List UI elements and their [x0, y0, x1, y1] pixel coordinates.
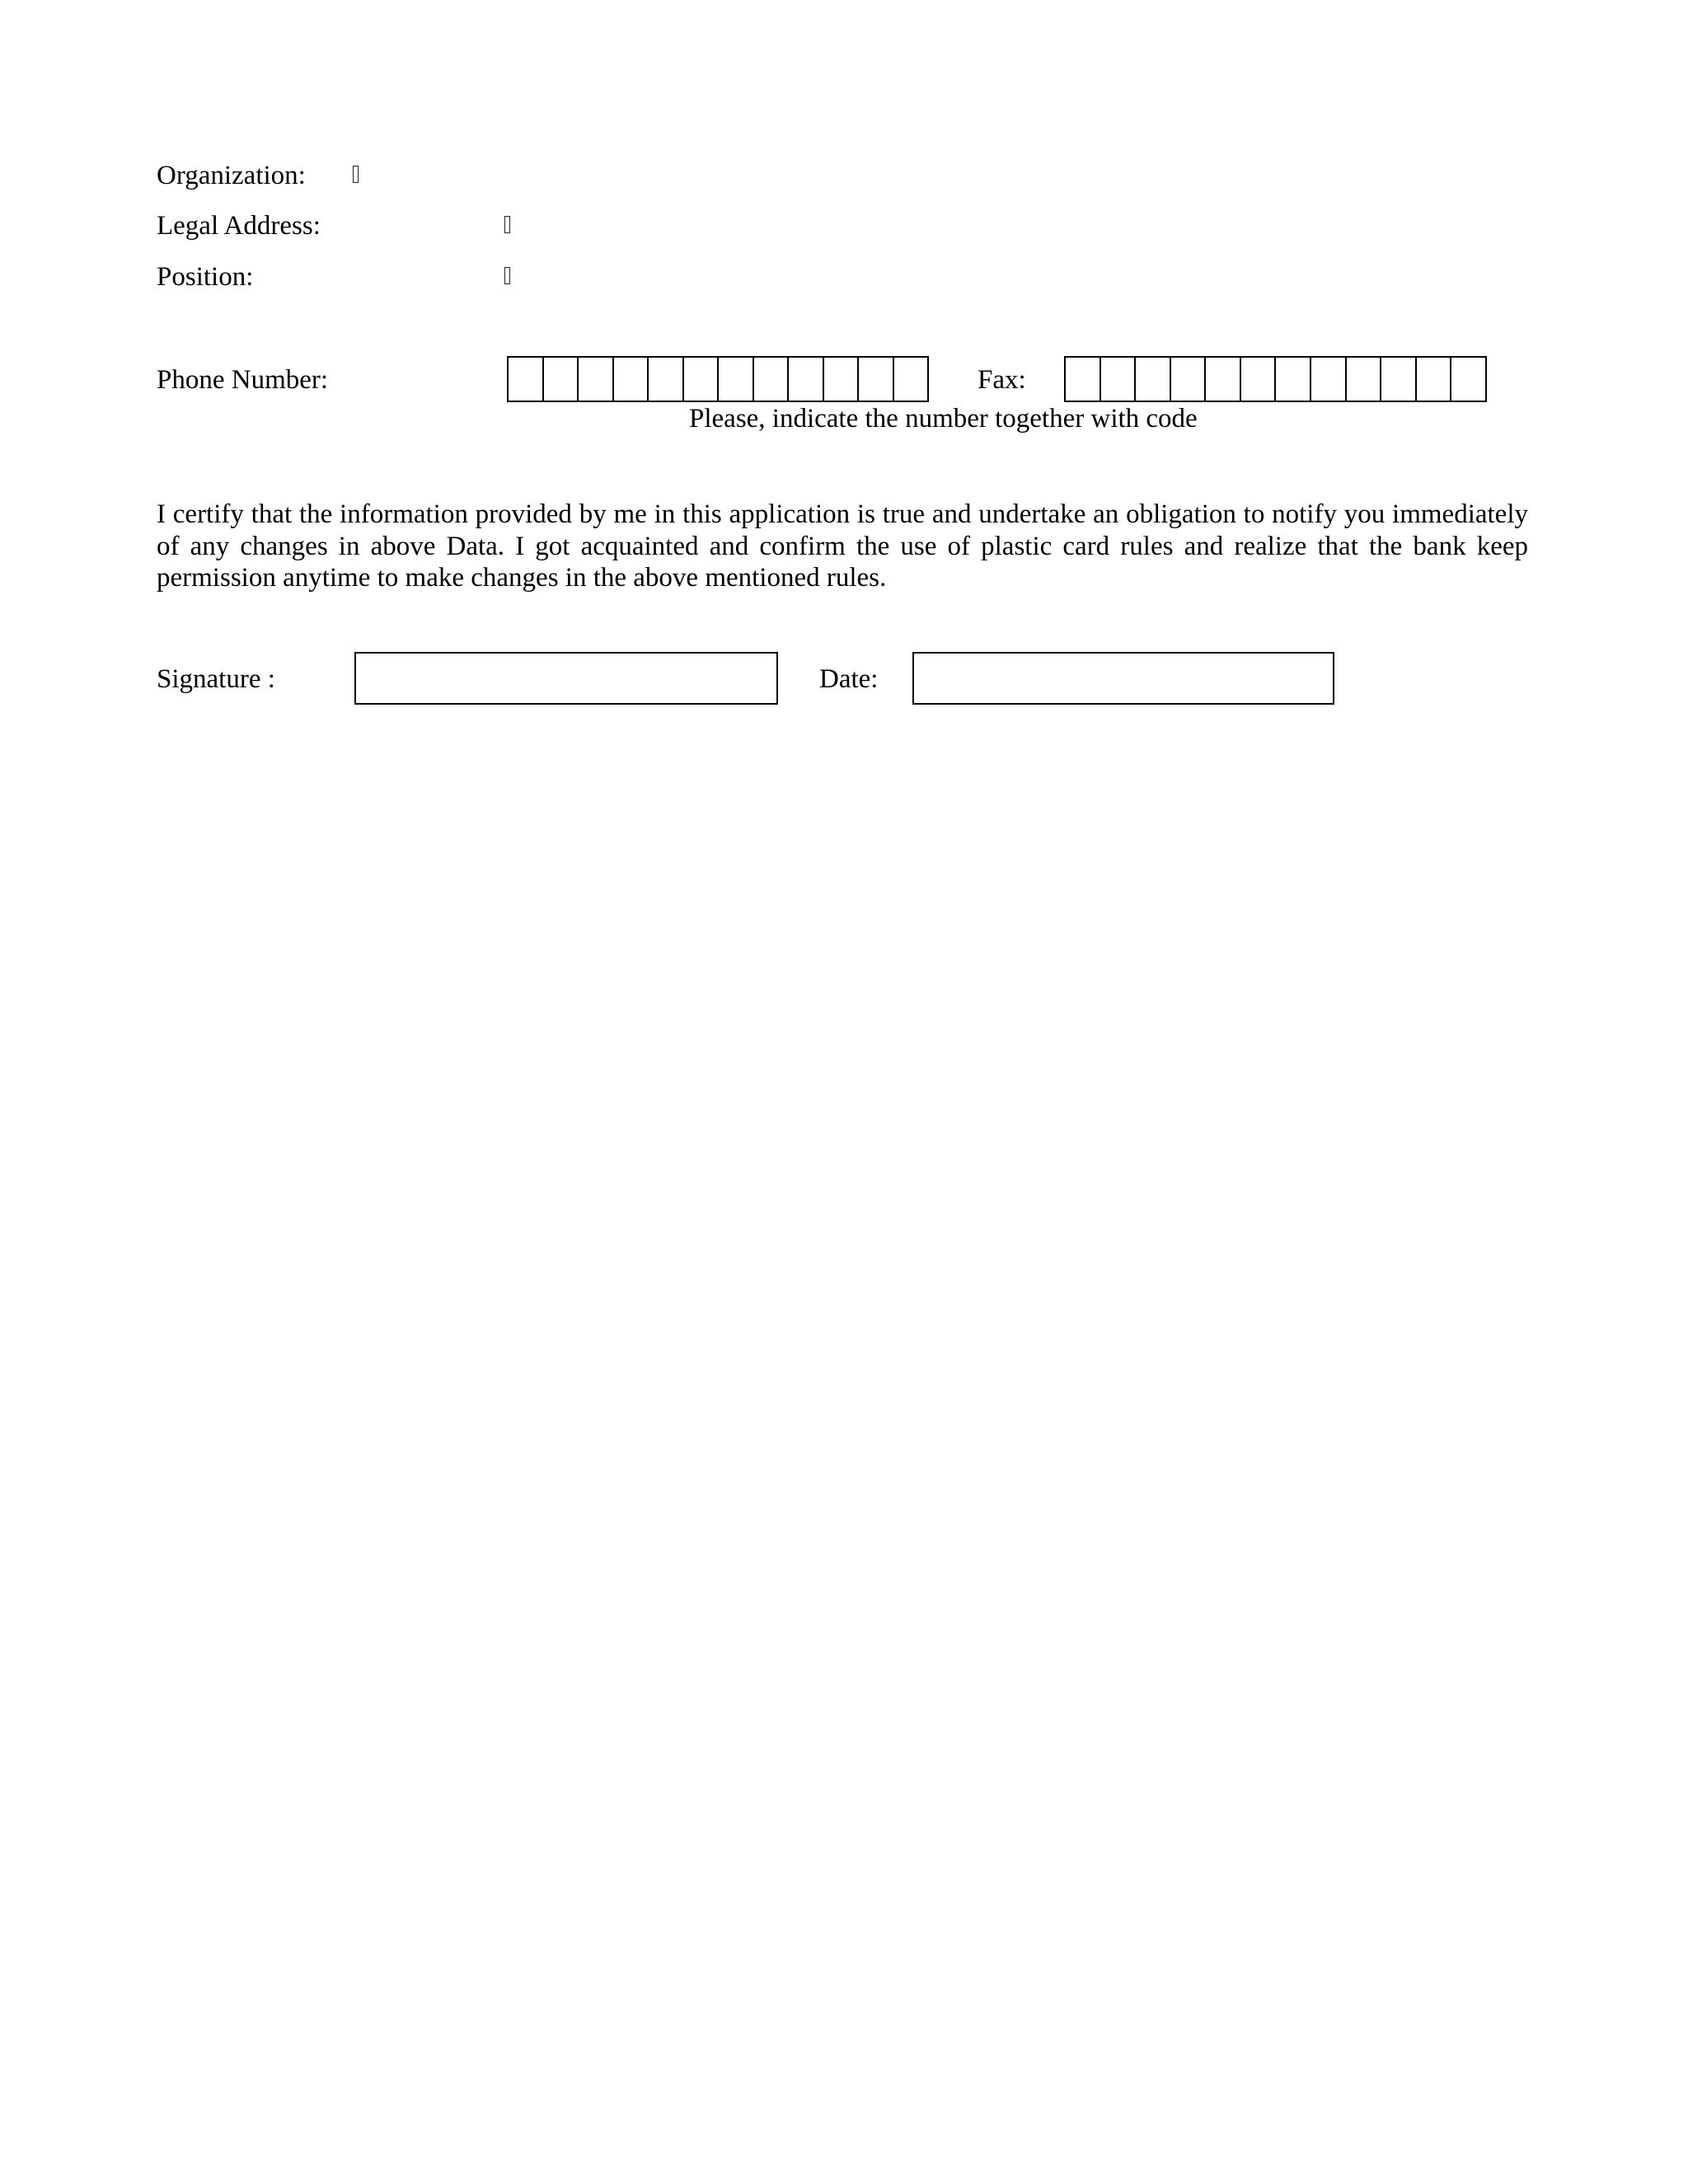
phone-digit-cell[interactable] [544, 358, 579, 401]
fax-digit-cell[interactable] [1136, 358, 1171, 401]
date-box[interactable] [912, 652, 1334, 705]
phone-digit-cell[interactable] [614, 358, 649, 401]
organization-field-marker[interactable] [353, 166, 359, 183]
phone-digit-cell[interactable] [824, 358, 860, 401]
signature-box[interactable] [354, 652, 778, 705]
fax-digit-cell[interactable] [1347, 358, 1382, 401]
phone-number-label: Phone Number: [157, 365, 329, 395]
fax-digit-cell[interactable] [1101, 358, 1137, 401]
phone-digit-cell[interactable] [859, 358, 894, 401]
position-label: Position: [157, 262, 254, 292]
legal-address-label: Legal Address: [157, 211, 321, 241]
signature-label: Signature : [157, 664, 275, 694]
fax-label: Fax: [978, 365, 1026, 395]
certification-text: I certify that the information provided by me in this application is true and undertake an obligation to notify you immediately of any changes in above Data. I got acquainted and confirm the use of plastic card rules and realize that the bank keep permission anytime to make changes in the above mentioned rules. [157, 499, 1528, 593]
fax-number-cells[interactable] [1064, 356, 1487, 402]
phone-digit-cell[interactable] [509, 358, 544, 401]
fax-digit-cell[interactable] [1381, 358, 1417, 401]
fax-digit-cell[interactable] [1206, 358, 1241, 401]
fax-digit-cell[interactable] [1276, 358, 1311, 401]
fax-digit-cell[interactable] [1311, 358, 1347, 401]
date-label: Date: [819, 664, 879, 694]
legal-address-field-marker[interactable] [504, 216, 510, 233]
position-field-marker[interactable] [504, 267, 510, 284]
phone-digit-cell[interactable] [719, 358, 754, 401]
phone-digit-cell[interactable] [789, 358, 824, 401]
fax-digit-cell[interactable] [1171, 358, 1207, 401]
phone-digit-cell[interactable] [894, 358, 928, 401]
fax-digit-cell[interactable] [1417, 358, 1452, 401]
phone-digit-cell[interactable] [754, 358, 790, 401]
fax-digit-cell[interactable] [1451, 358, 1485, 401]
organization-label: Organization: [157, 161, 306, 190]
phone-digit-cell[interactable] [684, 358, 720, 401]
fax-digit-cell[interactable] [1066, 358, 1101, 401]
phone-hint: Please, indicate the number together with code [689, 404, 1198, 434]
phone-number-cells[interactable] [507, 356, 929, 402]
phone-digit-cell[interactable] [649, 358, 684, 401]
phone-digit-cell[interactable] [579, 358, 614, 401]
fax-digit-cell[interactable] [1241, 358, 1277, 401]
